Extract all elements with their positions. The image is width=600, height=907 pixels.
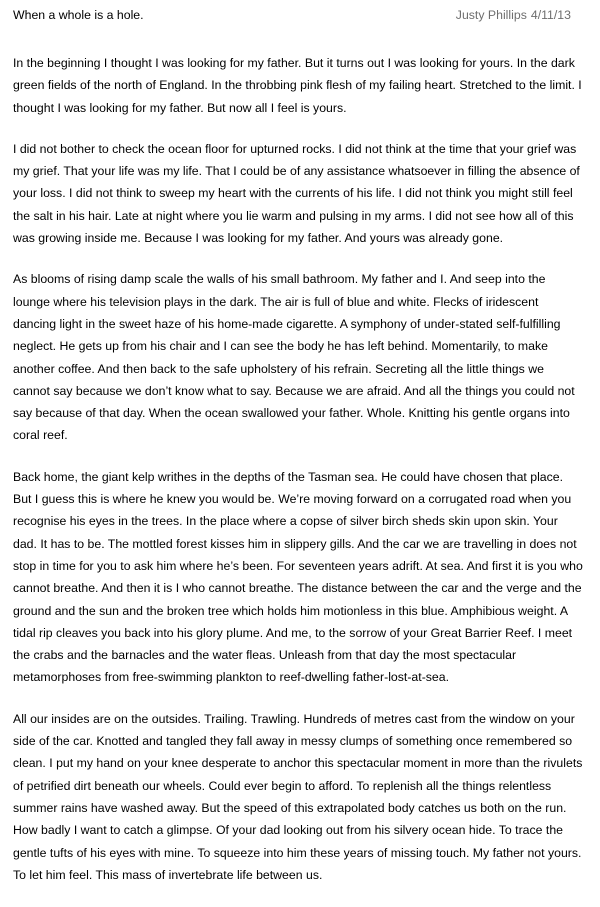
paragraph-3: As blooms of rising damp scale the walls of his small bathroom. My father and I. And seep into the lounge where his television plays in the dark. The air is full of blue and white. Flecks of iridescent dancing light in the sweet haze of his home-made cigarette. A symphony of under-stated self-fulfilling neglect. He gets up from his chair and I can see the body he has left behind. Momentarily, to make another coffee. And then back to the safe upholstery of his refrain. Secreting all the little things we cannot say because we don’t know what to say. Because we are afraid. And all the things you could not say because of that day. When the ocean swallowed your father. Whole. Knitting his gentle organs into coral reef. [13,272,575,443]
paragraph-5: All our insides are on the outsides. Trailing. Trawling. Hundreds of metres cast from the window on your side of the car. Knotted and tangled they fall away in messy clumps of something once remembered so clean. I put my hand on your knee desperate to anchor this spectacular moment in more than the rivulets of petrified dirt beneath our wheels. Could ever begin to afford. To replenish all the things relentless summer rains have washed away. But the speed of this extrapolated body catches us both on the run. How badly I want to catch a glimpse. Of your dad looking out from his silvery ocean hide. To trace the gentle tufts of his eyes with mine. To squeeze into him these years of missing touch. My father not yours. To let him feel. This mass of invertebrate life between us. [13,711,583,882]
document-header [13,4,571,26]
author-name: Justy Phillips [455,7,527,22]
byline [456,4,571,26]
paragraph-2: I did not bother to check the ocean floor for upturned rocks. I did not think at the time that your grief was my grief. That your life was my life. That I could be of any assistance whatsoever in filling the absence of your loss. I did not think to sweep my heart with the currents of his life. I did not think you might still feel the salt in his hair. Late at night where you lie warm and pulsing in my arms. I did not see how all of this was growing inside me. Because I was looking for my father. And yours was already gone. [13,141,580,246]
publish-date: 4/11/13 [530,7,571,22]
paragraph-1: In the beginning I thought I was looking for my father. But it turns out I was looking for yours. In the dark green fields of the north of England. In the throbbing pink flesh of my failing heart. Stretched to the limit. I thought I was looking for my father. But now all I feel is yours. [13,56,582,115]
paragraph-4: Back home, the giant kelp writhes in the depths of the Tasman sea. He could have chosen that place. But I guess this is where he knew you would be. We’re moving forward on a corrugated road when you recognise his eyes in the trees. In the place where a copse of silver birch sheds skin upon skin. Your dad. It has to be. The mottled forest kisses him in slippery gills. And the car we are travelling in does not stop in time for you to ask him where he’s been. For seventeen years adrift. At sea. And first it is you who cannot breathe. And then it is I who cannot breathe. The distance between the car and the verge and the ground and the sun and the broken tree which holds him motionless in this blue. Amphibious weight. A tidal rip cleaves you back into his glory plume. And me, to the sorrow of your Great Barrier Reef. I meet the crabs and the barnacles and the water fleas. Unleash from that day the most spectacular metamorphoses from free-swimming plankton to reef-dwelling father-lost-at-sea. [13,469,583,685]
document-body [13,52,583,905]
document-title: When a whole is a hole. [13,7,144,22]
